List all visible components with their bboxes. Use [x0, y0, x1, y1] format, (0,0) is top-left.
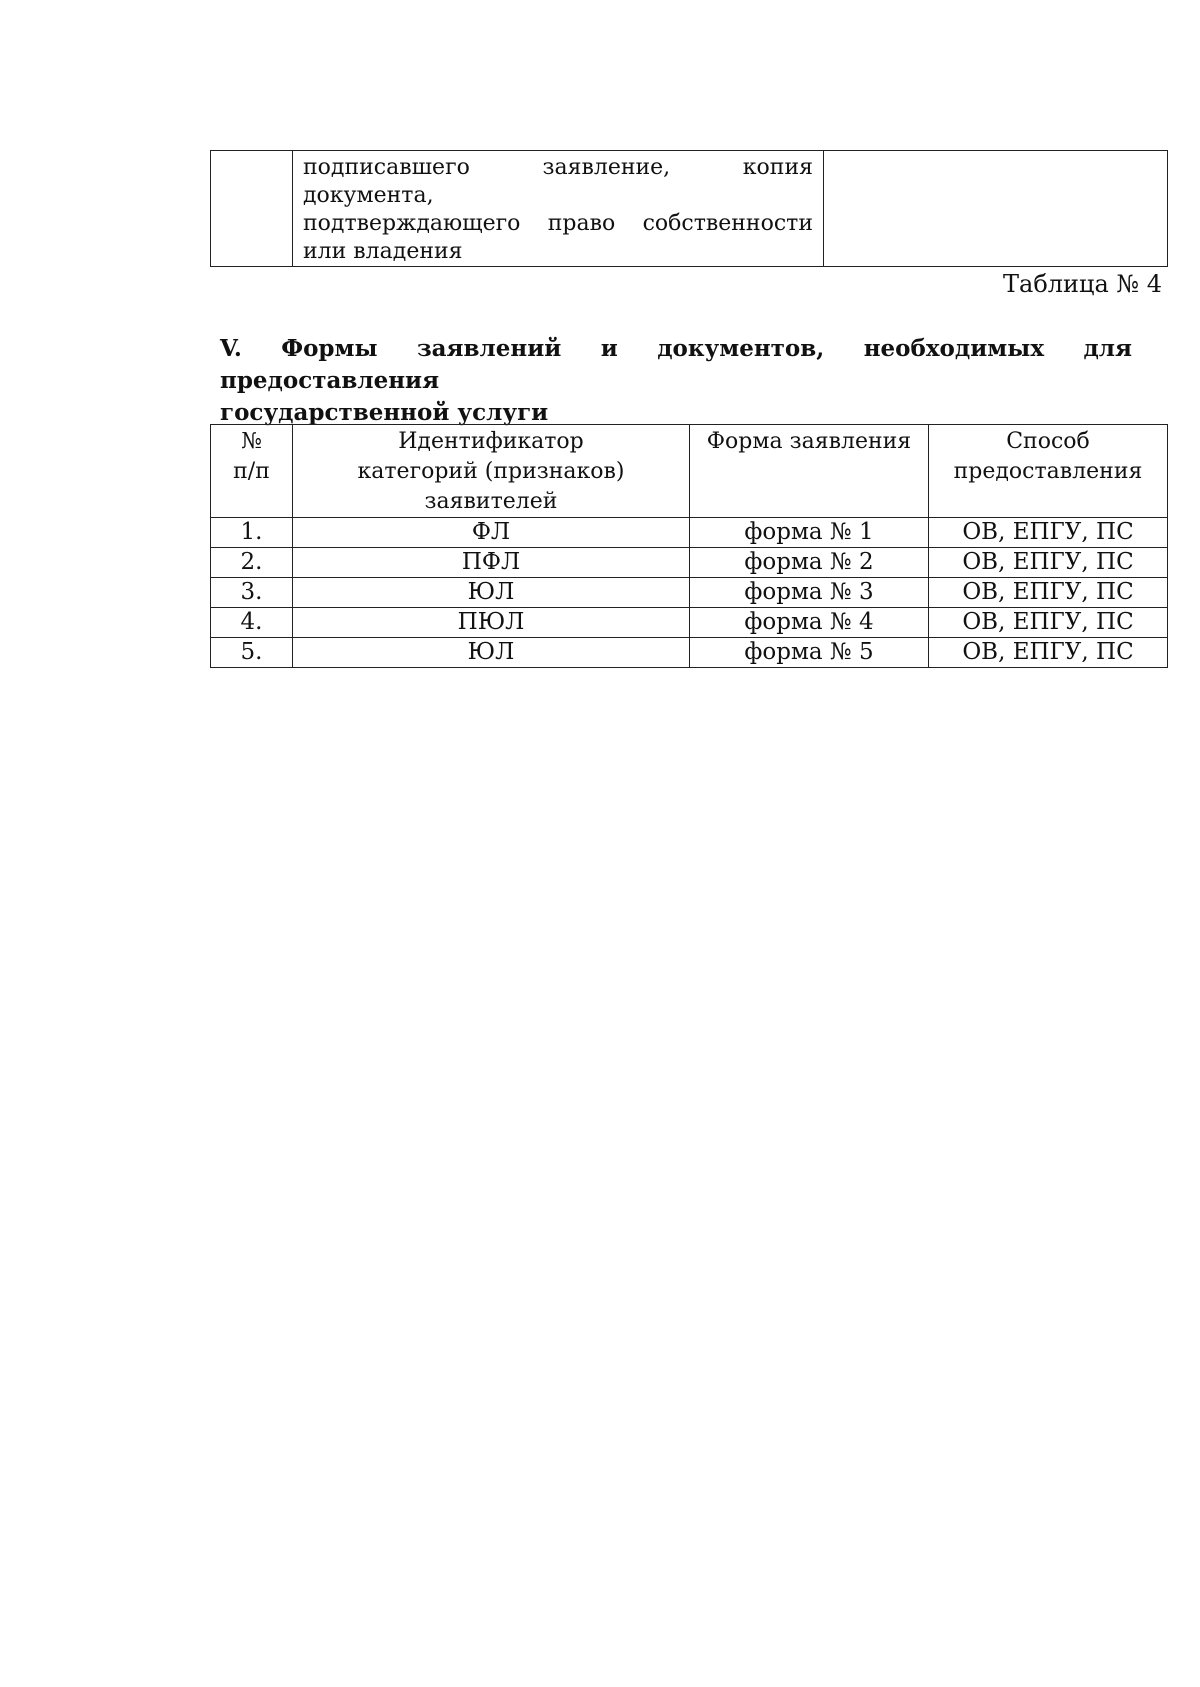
- cell-num: 4.: [211, 608, 293, 638]
- table-row: [211, 578, 1168, 608]
- header-num: № п/п: [211, 425, 293, 518]
- cell-form: форма № 1: [690, 518, 929, 548]
- table-caption: Таблица № 4: [1003, 270, 1162, 298]
- cell-identifier: ЮЛ: [293, 638, 690, 668]
- table-cell-empty: [211, 151, 293, 267]
- cell-text-line: подписавшего заявление, копия документа,: [303, 155, 813, 208]
- cell-num: 2.: [211, 548, 293, 578]
- section-title-line: государственной услуги: [220, 399, 549, 426]
- cell-method: ОВ, ЕПГУ, ПС: [929, 548, 1168, 578]
- table-cell-empty: [824, 151, 1168, 267]
- cell-num: 1.: [211, 518, 293, 548]
- table-row: [211, 638, 1168, 668]
- table-row: [211, 608, 1168, 638]
- cell-text-line: подтверждающего право собственности: [303, 211, 813, 236]
- section-title-line: V. Формы заявлений и документов, необходимых для предоставления: [220, 335, 1132, 394]
- cell-text-line: или владения: [303, 239, 463, 264]
- cell-identifier: ПЮЛ: [293, 608, 690, 638]
- cell-method: ОВ, ЕПГУ, ПС: [929, 638, 1168, 668]
- cell-method: ОВ, ЕПГУ, ПС: [929, 518, 1168, 548]
- cell-method: ОВ, ЕПГУ, ПС: [929, 608, 1168, 638]
- cell-identifier: ФЛ: [293, 518, 690, 548]
- cell-form: форма № 4: [690, 608, 929, 638]
- table-row: [211, 518, 1168, 548]
- cell-method: ОВ, ЕПГУ, ПС: [929, 578, 1168, 608]
- cell-form: форма № 5: [690, 638, 929, 668]
- continuation-table: [210, 150, 1168, 267]
- cell-identifier: ПФЛ: [293, 548, 690, 578]
- table-header-row: [211, 425, 1168, 518]
- cell-form: форма № 2: [690, 548, 929, 578]
- cell-num: 5.: [211, 638, 293, 668]
- table-row: [211, 548, 1168, 578]
- cell-identifier: ЮЛ: [293, 578, 690, 608]
- header-identifier: Идентификатор категорий (признаков) заявителей: [293, 425, 690, 518]
- header-form: Форма заявления: [690, 425, 929, 518]
- section-title: [220, 333, 1132, 429]
- header-method: Способ предоставления: [929, 425, 1168, 518]
- table-row: [211, 151, 1168, 267]
- forms-table: [210, 424, 1168, 668]
- cell-form: форма № 3: [690, 578, 929, 608]
- table-cell-document-description: [293, 151, 824, 267]
- cell-num: 3.: [211, 578, 293, 608]
